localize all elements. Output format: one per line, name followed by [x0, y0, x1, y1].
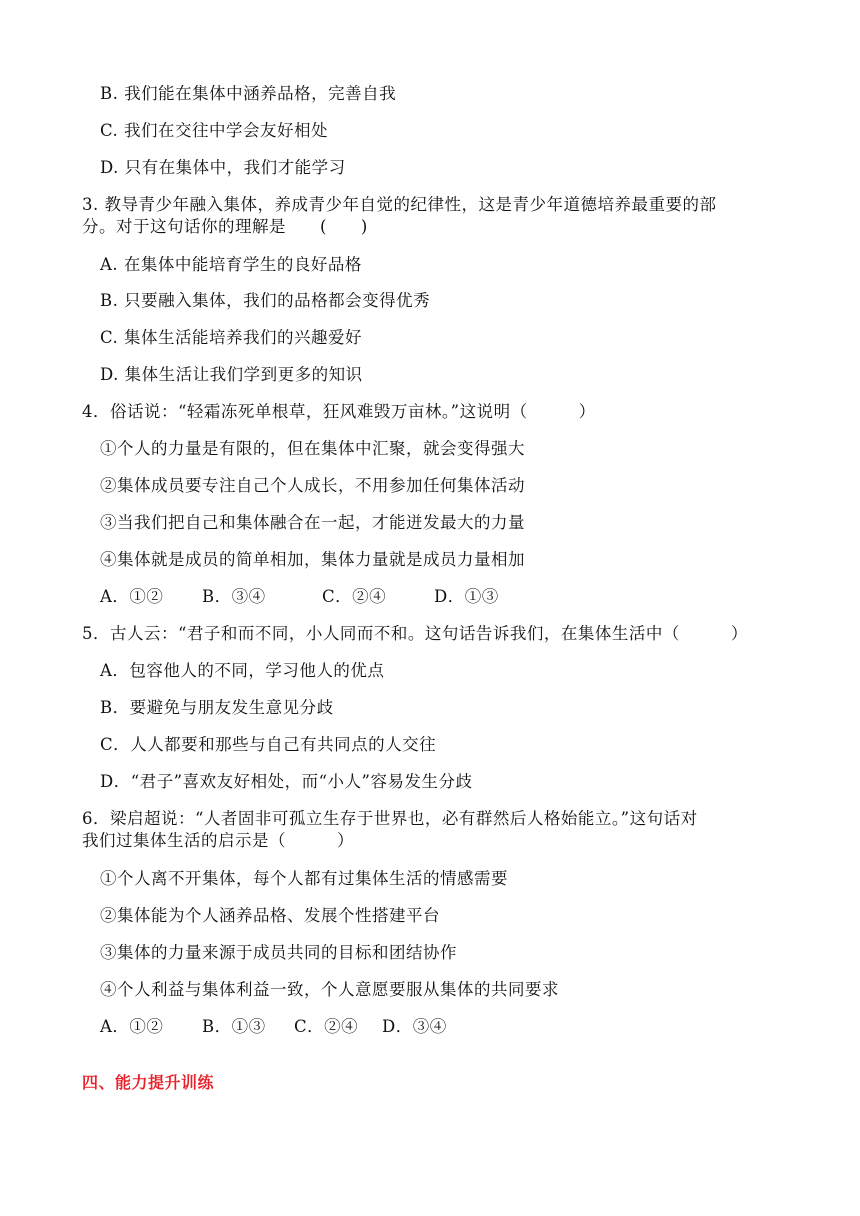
q4-statement-1: ①个人的力量是有限的，但在集体中汇聚，就会变得强大 — [100, 439, 525, 458]
q2-option-d: D. 只有在集体中，我们才能学习 — [100, 158, 346, 177]
q5-option-c: C．人人都要和那些与自己有共同点的人交往 — [100, 735, 437, 754]
q2-option-c: C. 我们在交往中学会友好相处 — [100, 121, 329, 140]
q3-option-b: B. 只要融入集体，我们的品格都会变得优秀 — [100, 291, 431, 310]
q4-choice-c: C．②④ — [322, 587, 387, 606]
q3-option-a: A. 在集体中能培育学生的良好品格 — [100, 255, 362, 274]
q6-stem-line1: 6．梁启超说：“人者固非可孤立生存于世界也，必有群然后人格始能立。”这句话对 — [82, 809, 698, 828]
q5-option-b: B．要避免与朋友发生意见分歧 — [100, 698, 334, 717]
section-heading: 四、能力提升训练 — [82, 1073, 215, 1092]
q4-statement-4: ④集体就是成员的简单相加，集体力量就是成员力量相加 — [100, 550, 525, 569]
q2-option-b: B. 我们能在集体中涵养品格，完善自我 — [100, 84, 397, 103]
q5-stem: 5．古人云：“君子和而不同，小人同而不和。这句话告诉我们，在集体生活中（ ） — [82, 624, 748, 643]
q5-option-d: D．“君子”喜欢友好相处，而“小人”容易发生分歧 — [100, 772, 473, 791]
q6-choice-c: C．②④ — [294, 1017, 359, 1036]
q4-stem: 4．俗话说：“轻霜冻死单根草，狂风难毁万亩林。”这说明（ ） — [82, 402, 596, 421]
q6-statement-3: ③集体的力量来源于成员共同的目标和团结协作 — [100, 943, 457, 962]
q3-stem-line1: 3. 教导青少年融入集体，养成青少年自觉的纪律性，这是青少年道德培养最重要的部 — [82, 195, 717, 214]
q6-statement-2: ②集体能为个人涵养品格、发展个性搭建平台 — [100, 906, 440, 925]
q4-choice-a: A．①② — [100, 587, 164, 606]
q4-choice-b: B．③④ — [202, 587, 266, 606]
q6-stem-line2: 我们过集体生活的启示是（ ） — [82, 831, 354, 850]
q3-option-d: D. 集体生活让我们学到更多的知识 — [100, 365, 363, 384]
q5-option-a: A．包容他人的不同，学习他人的优点 — [100, 661, 385, 680]
q4-statement-2: ②集体成员要专注自己个人成长，不用参加任何集体活动 — [100, 476, 525, 495]
q6-choice-a: A．①② — [100, 1017, 164, 1036]
q6-choice-b: B．①③ — [202, 1017, 266, 1036]
q6-statement-1: ①个人离不开集体，每个人都有过集体生活的情感需要 — [100, 869, 508, 888]
q6-statement-4: ④个人利益与集体利益一致，个人意愿要服从集体的共同要求 — [100, 980, 559, 999]
q4-choices — [100, 586, 499, 608]
q6-choices — [100, 1016, 447, 1038]
q4-choice-d: D．①③ — [434, 587, 499, 606]
q4-statement-3: ③当我们把自己和集体融合在一起，才能迸发最大的力量 — [100, 513, 525, 532]
q6-choice-d: D．③④ — [382, 1017, 447, 1036]
q3-stem-line2: 分。对于这句话你的理解是 ( ) — [82, 217, 368, 236]
q3-option-c: C. 集体生活能培养我们的兴趣爱好 — [100, 328, 363, 347]
